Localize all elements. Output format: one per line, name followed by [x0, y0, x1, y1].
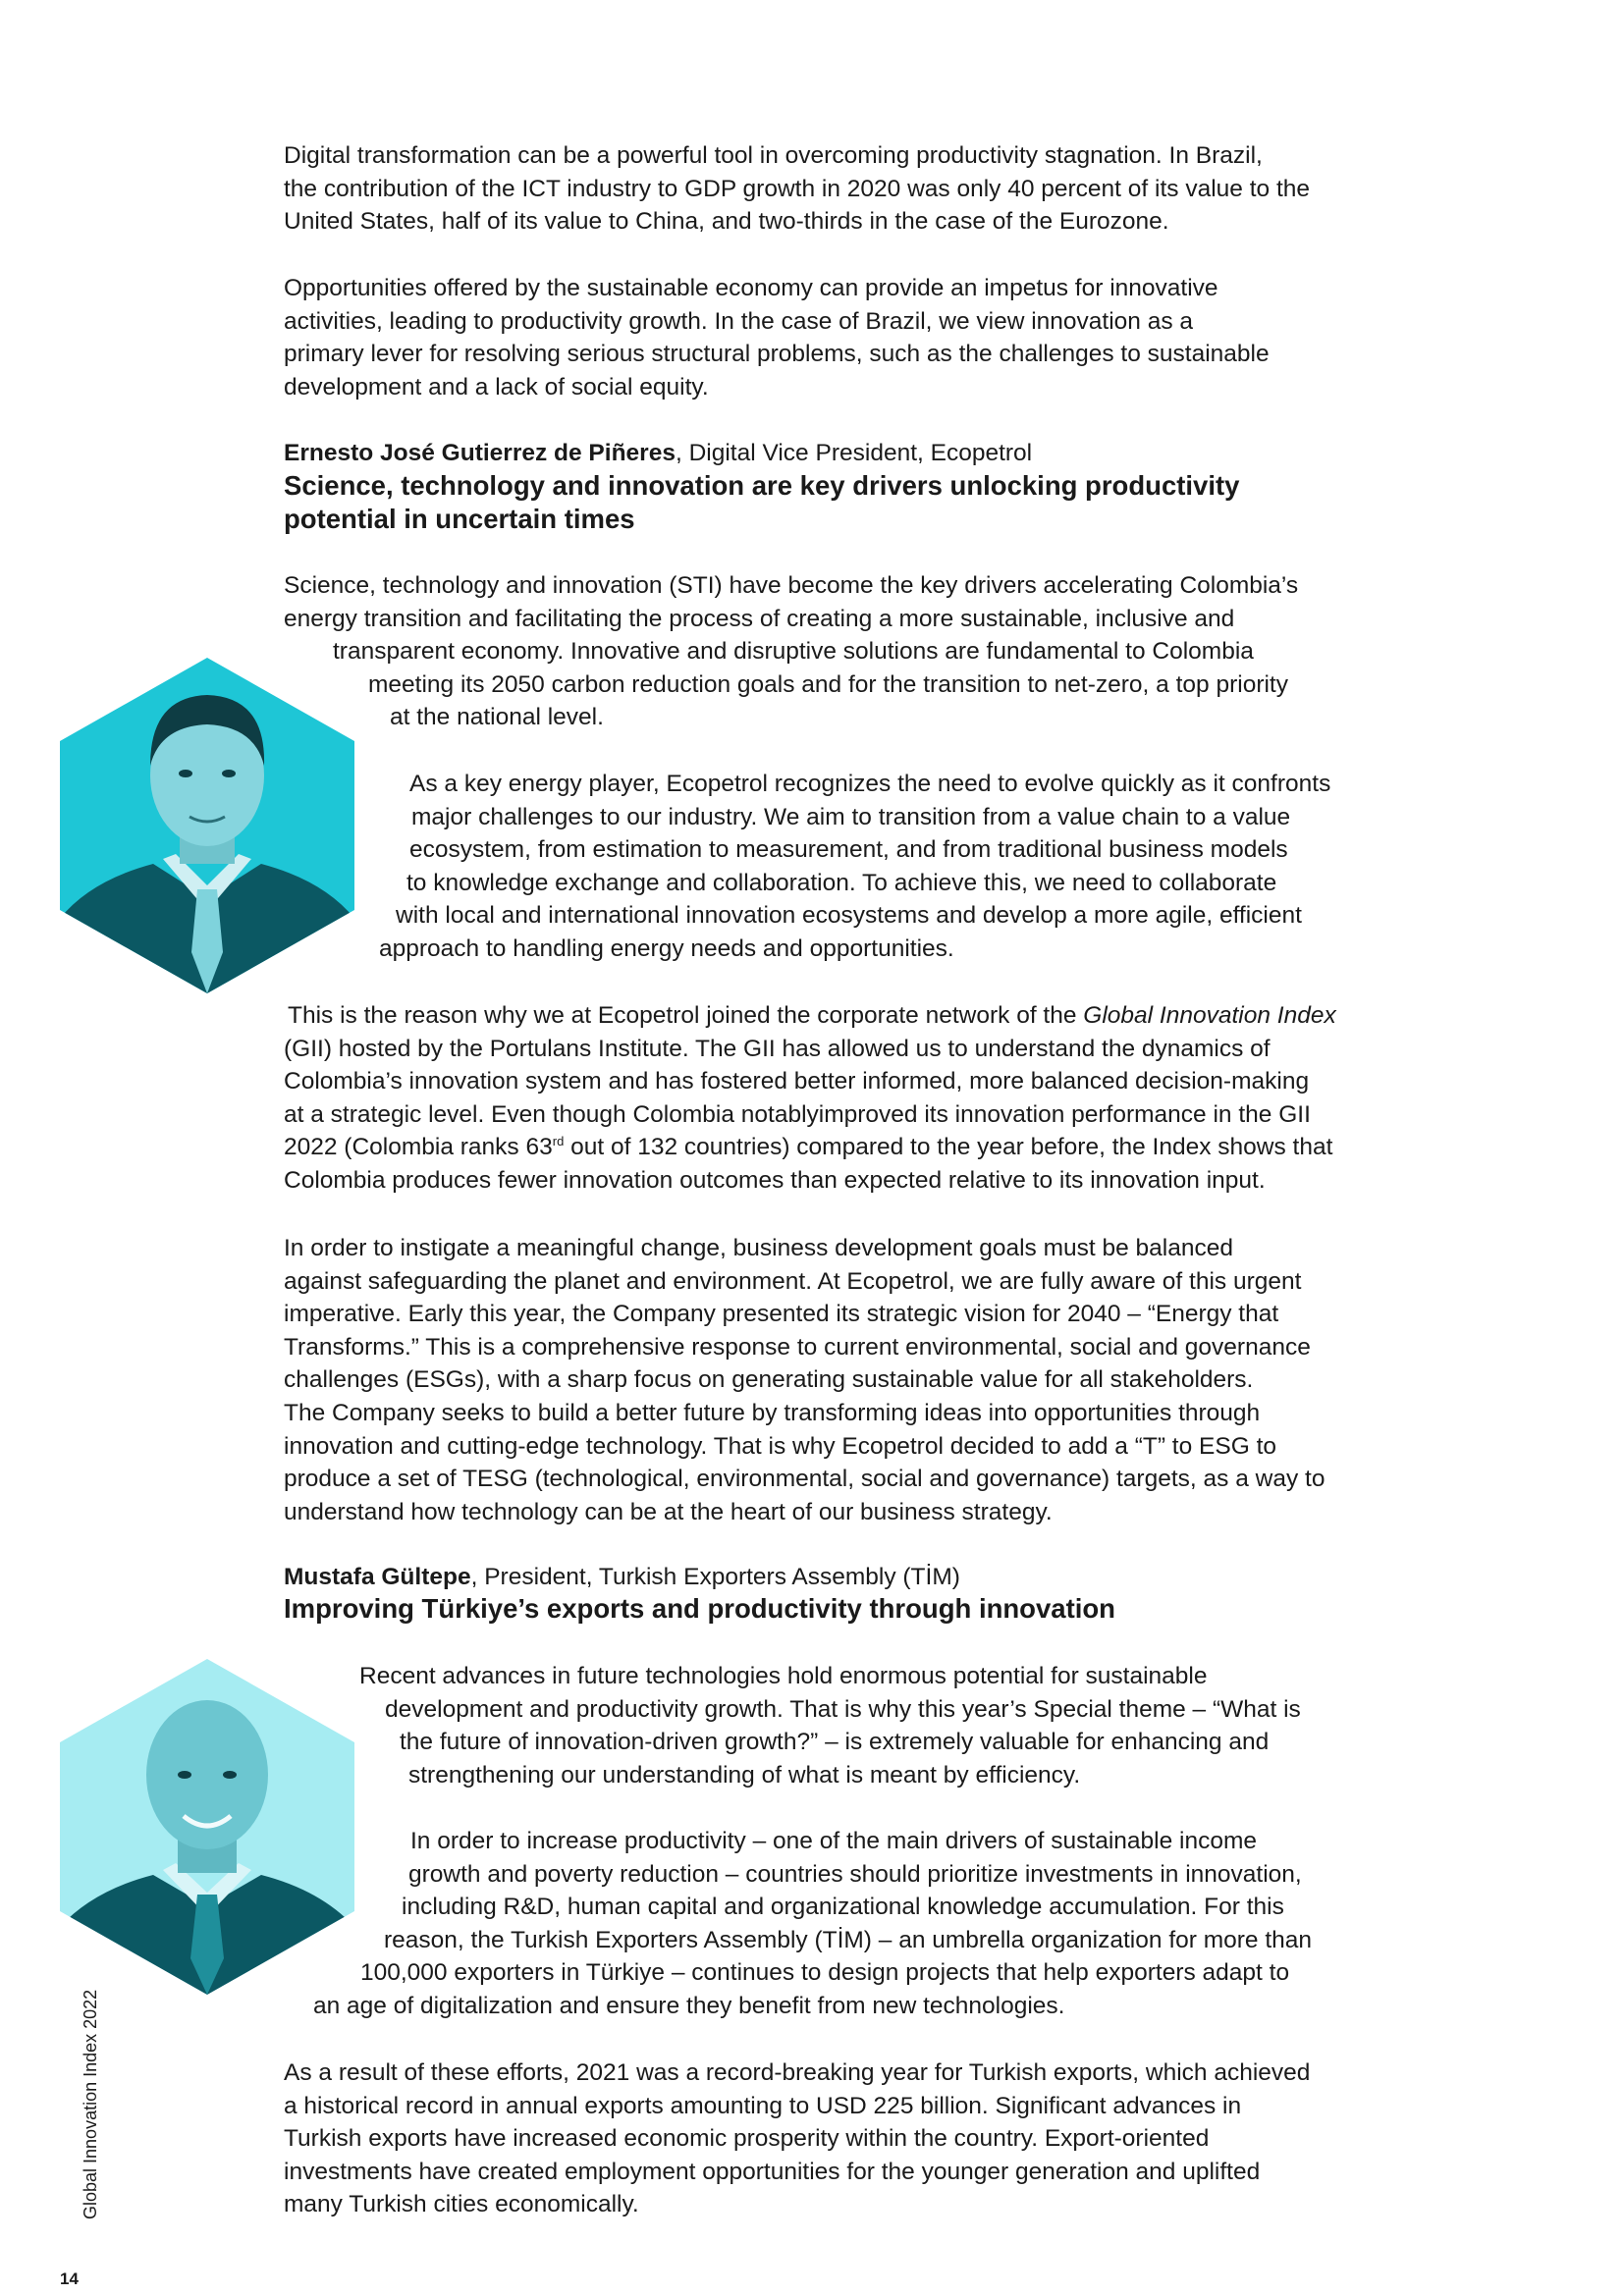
body-paragraph: Digital transformation can be a powerful tool in overcoming productivity stagnation. In Brazil, the contribution of the ICT industry to GDP growth in 2020 was only 40 percent of its value to the United States, half of its value to China, and two-thirds in the case of the Eurozone. — [284, 142, 1311, 236]
speaker-byline — [284, 437, 1032, 470]
speaker-name: Mustafa Gültepe — [284, 1564, 471, 1590]
section-title: Improving Türkiye’s exports and productivity through innovation — [284, 1593, 1115, 1624]
speaker-role: , Digital Vice President, Ecopetrol — [675, 440, 1033, 466]
body-paragraph: Opportunities offered by the sustainable economy can provide an impetus for innovative activities, leading to productivity growth. In the case of Brazil, we view innovation as a primary lever for resolving serious structural problems, such as the challenges to sustainable development and a lack of social equity. — [284, 275, 1270, 400]
body-paragraph: Science, technology and innovation (STI) have become the key drivers accelerating Colombia’s energy transition and facilitating the process of creating a more sustainable, inclusive and transparent economy. Innovative and disruptive solutions are fundamental to Colombia meeting its 2050 carbon reduction goals and for the transition to net-zero, a top priority at the national level. — [284, 572, 1299, 731]
page-number: 14 — [60, 2269, 79, 2288]
body-paragraph: This is the reason why we at Ecopetrol joined the corporate network of the Global Innovation Index (GII) hosted by the Portulans Institute. The GII has allowed us to understand the dynamics of Colombia’s innovation system and has fostered better informed, more balanced decision-making at a strategic level. Even though Colombia notablyimproved its innovation performance in the GII 2022 (Colombia ranks 63rd out of 132 countries) compared to the year before, the Index shows that Colombia produces fewer innovation outcomes than expected relative to its innovation input. — [284, 1002, 1336, 1194]
publication-title: Global Innovation Index — [1083, 1002, 1336, 1029]
speaker-portrait — [60, 1659, 354, 1995]
publication-label: Global Innovation Index 2022 — [81, 1989, 100, 2219]
body-paragraph: As a result of these efforts, 2021 was a record-breaking year for Turkish exports, which achieved a historical record in annual exports amounting to USD 225 billion. Significant advances in Turkish exports have increased economic prosperity within the country. Export-oriented investments have created employment opportunities for the younger generation and uplifted many Turkish cities economically. — [284, 2059, 1311, 2218]
body-paragraph: Recent advances in future technologies hold enormous potential for sustainable development and productivity growth. That is why this year’s Special theme – “What is the future of innovation-driven growth?” – is extremely valuable for enhancing and strengthening our understanding of what is meant by efficiency. — [359, 1663, 1301, 1789]
body-paragraph: As a key energy player, Ecopetrol recognizes the need to evolve quickly as it confronts major challenges to our industry. We aim to transition from a value chain to a value ecosystem, from estimation to measurement, and from traditional business models to knowledge exchange and collaboration. To achieve this, we need to collaborate with local and international innovation ecosystems and develop a more agile, efficient approach to handling energy needs and opportunities. — [379, 771, 1331, 962]
body-paragraph: In order to increase productivity – one of the main drivers of sustainable income growth and poverty reduction – countries should prioritize investments in innovation, including R&D, human capital and organizational knowledge accumulation. For this reason, the Turkish Exporters Assembly (TİM) – an umbrella organization for more than 100,000 exporters in Türkiye – continues to design projects that help exporters adapt to an age of digitalization and ensure they benefit from new technologies. — [313, 1828, 1313, 2019]
speaker-name: Ernesto José Gutierrez de Piñeres — [284, 440, 676, 466]
speaker-portrait — [60, 658, 354, 993]
speaker-byline — [284, 1561, 960, 1594]
body-paragraph: In order to instigate a meaningful change, business development goals must be balanced against safeguarding the planet and environment. At Ecopetrol, we are fully aware of this urgent imperative. Early this year, the Company presented its strategic vision for 2040 – “Energy that Transforms.” This is a comprehensive response to current environmental, social and governance challenges (ESGs), with a sharp focus on generating sustainable value for all stakeholders. The Company seeks to build a better future by transforming ideas into opportunities through innovation and cutting-edge technology. That is why Ecopetrol decided to add a “T” to ESG to produce a set of TESG (technological, environmental, social and governance) targets, as a way to understand how technology can be at the heart of our business strategy. — [284, 1235, 1325, 1525]
section-title: Science, technology and innovation are key drivers unlocking productivity potential in uncertain times — [284, 470, 1240, 534]
speaker-role: , President, Turkish Exporters Assembly (TİM) — [470, 1564, 960, 1590]
